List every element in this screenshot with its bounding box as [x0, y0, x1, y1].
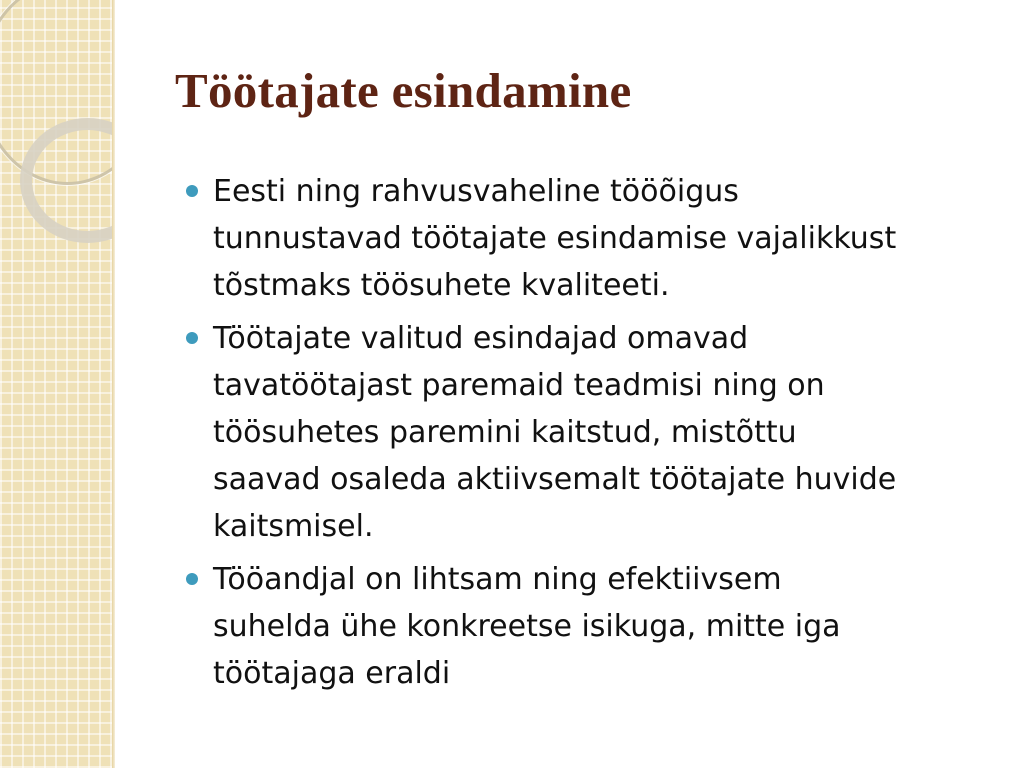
bullet-dot-icon: [186, 573, 198, 585]
bullet-line: Tööandjal on lihtsam ning efektiivsem: [213, 562, 782, 597]
bullet-dot-icon: [186, 332, 198, 344]
side-band-edge: [112, 0, 115, 768]
bullet-line: suhelda ühe konkreetse isikuga, mitte iga: [213, 609, 841, 644]
bullet-line: tõstmaks töösuhete kvaliteeti.: [213, 268, 670, 303]
bullet-line: töötajaga eraldi: [213, 656, 451, 691]
slide-title: Töötajate esindamine: [175, 63, 632, 118]
bullet-dot-icon: [186, 185, 198, 197]
bullet-item: [186, 168, 986, 309]
decorative-side-band: [0, 0, 112, 768]
bullet-line: tavatöötajast paremaid teadmisi ning on: [213, 368, 825, 403]
bullet-line: tunnustavad töötajate esindamise vajalikkust: [213, 221, 897, 256]
bullet-item: [186, 315, 986, 550]
bullet-line: töösuhetes paremini kaitstud, mistõttu: [213, 415, 797, 450]
bullet-line: Töötajate valitud esindajad omavad: [213, 321, 749, 356]
bullet-line: saavad osaleda aktiivsemalt töötajate huvide: [213, 462, 897, 497]
bullet-line: Eesti ning rahvusvaheline tööõigus: [213, 174, 739, 209]
bullet-list: [186, 168, 986, 703]
bullet-item: [186, 556, 986, 697]
bullet-line: kaitsmisel.: [213, 509, 374, 544]
